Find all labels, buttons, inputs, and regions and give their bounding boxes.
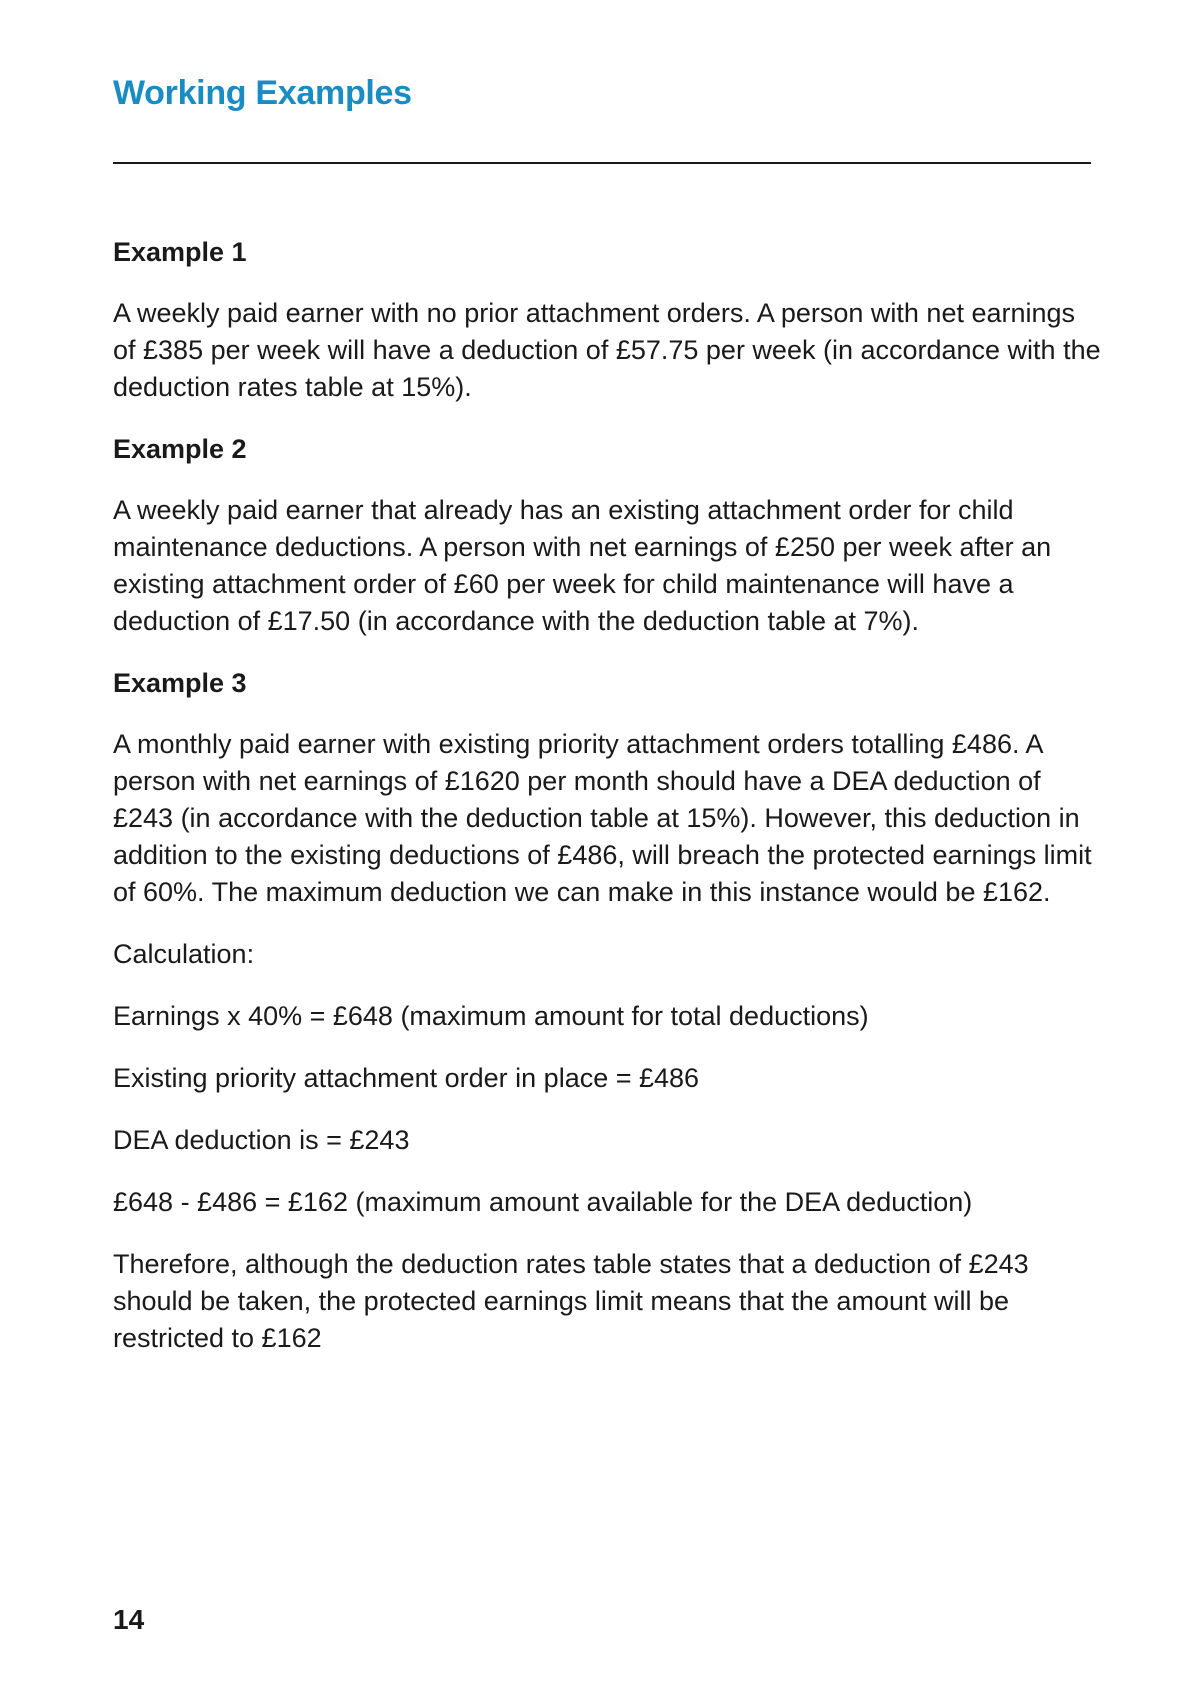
example-3-heading: Example 3: [113, 668, 247, 698]
calculation-line: Earnings x 40% = £648 (maximum amount for total deductions): [113, 1001, 869, 1031]
title-divider: [113, 162, 1091, 164]
example-2-heading: Example 2: [113, 434, 247, 464]
calculation-conclusion: Therefore, although the deduction rates table states that a deduction of £243 should be taken, the protected earnings limit means that the amount will be restricted to £162: [113, 1249, 1029, 1353]
example-2-text: A weekly paid earner that already has an existing attachment order for child maintenance deductions. A person with net earnings of £250 per week after an existing attachment order of £60 per week for child maintenance will have a deduction of £17.50 (in accordance with the deduction table at 7%).: [113, 495, 1052, 636]
calculation-line: £648 - £486 = £162 (maximum amount available for the DEA deduction): [113, 1187, 973, 1217]
calculation-label: Calculation:: [113, 939, 255, 969]
calculation-line: DEA deduction is = £243: [113, 1125, 410, 1155]
example-1-heading: Example 1: [113, 237, 247, 267]
calculation-line: Existing priority attachment order in place = £486: [113, 1063, 700, 1093]
content-body: [113, 234, 1103, 1357]
page-title: Working Examples: [113, 74, 412, 112]
page-number: 14: [113, 1604, 145, 1635]
example-3-text: A monthly paid earner with existing priority attachment orders totalling £486. A person with net earnings of £1620 per month should have a DEA deduction of £243 (in accordance with the deduction table at 15%). However, this deduction in addition to the existing deductions of £486, will breach the protected earnings limit of 60%. The maximum deduction we can make in this instance would be £162.: [113, 729, 1092, 907]
example-1-text: A weekly paid earner with no prior attachment orders. A person with net earnings of £385 per week will have a deduction of £57.75 per week (in accordance with the deduction rates table at 15%).: [113, 298, 1101, 402]
